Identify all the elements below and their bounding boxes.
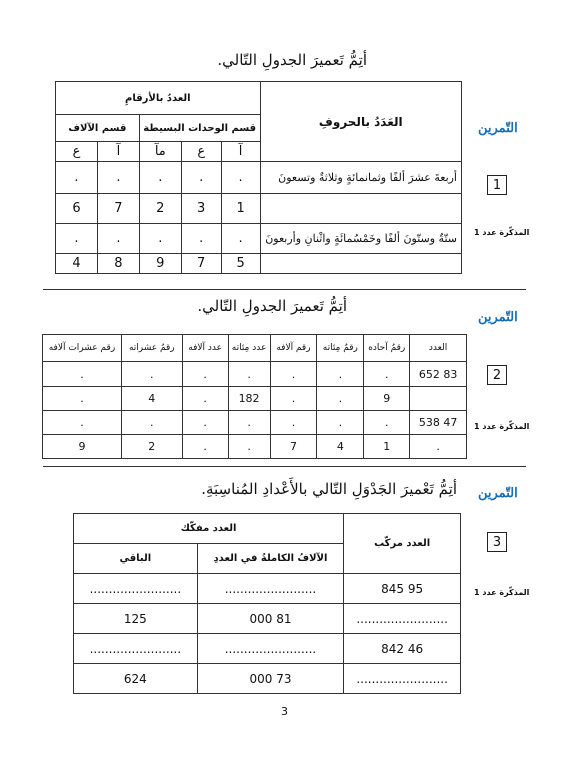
- cell-digit: 5: [221, 254, 260, 274]
- table-cell: .: [182, 435, 228, 459]
- table-cell: .: [43, 362, 122, 387]
- header-complete-thousands: الآلافُ الكاملةُ في العددِ: [197, 544, 344, 574]
- table-cell: 9: [43, 435, 122, 459]
- table-cell: .: [270, 387, 317, 411]
- cell-digit: .: [97, 162, 139, 194]
- exercise-3-table: [73, 513, 461, 694]
- cell-digit: .: [221, 224, 260, 254]
- table-cell: 95 845: [344, 574, 461, 604]
- cell-digit: .: [139, 224, 181, 254]
- table-cell: .: [364, 362, 410, 387]
- cell-words: ستّةٌ وستّونَ ألفًا وخَمْسُمائَةٍ واثْنانِ وأربعونَ: [260, 224, 461, 254]
- sub-header-thousand-units: آ: [97, 142, 139, 162]
- table-cell: 47 538: [410, 411, 467, 435]
- table-cell: .: [270, 411, 317, 435]
- table-row: [43, 362, 467, 387]
- exercise-2-memo: المذكّرة عدد 1: [474, 422, 530, 431]
- cell-words: أربعةَ عشرَ ألفًا وثمانمائةٍ وثلاثةٌ وتسعونَ: [260, 162, 461, 194]
- table-cell: 624: [74, 664, 198, 694]
- table-cell: 2: [121, 435, 182, 459]
- cell-digit: 6: [56, 194, 98, 224]
- table-row: [74, 664, 461, 694]
- table-cell: .: [182, 411, 228, 435]
- cell-digit: .: [56, 162, 98, 194]
- table-row: [43, 411, 467, 435]
- table-cell: .: [270, 362, 317, 387]
- table-row: [74, 634, 461, 664]
- table-row: [56, 224, 462, 254]
- table-cell: 81 000: [197, 604, 344, 634]
- header-remainder: الباقي: [74, 544, 198, 574]
- exercise-3-label: التّمرين: [478, 486, 518, 501]
- header-thousands-digit: رقم آلافه: [270, 335, 317, 362]
- exercise-2-table: [42, 334, 467, 459]
- table-row: [56, 194, 462, 224]
- cell-digit: .: [139, 162, 181, 194]
- sub-header-hundreds: مآ: [139, 142, 181, 162]
- header-number: العدد: [410, 335, 467, 362]
- cell-digit: .: [221, 162, 260, 194]
- exercise-3-number: 3: [487, 532, 507, 552]
- table-cell: .: [364, 411, 410, 435]
- table-cell: 1: [364, 435, 410, 459]
- cell-digit: 9: [139, 254, 181, 274]
- exercise-1-number: 1: [487, 175, 507, 195]
- table-cell: .: [182, 387, 228, 411]
- cell-digit: 1: [221, 194, 260, 224]
- table-cell: .: [182, 362, 228, 387]
- table-row: [56, 254, 462, 274]
- exercise-2-label: التّمرين: [478, 310, 518, 325]
- header-thousands-class: قسم الآلاف: [56, 115, 140, 142]
- exercise-1-label: التّمرين: [478, 121, 518, 136]
- cell-digit: 7: [97, 194, 139, 224]
- cell-digit: 4: [56, 254, 98, 274]
- header-hundreds-digit: رقمُ مِئاته: [317, 335, 364, 362]
- header-decomposed-number: العدد مفكّك: [74, 514, 344, 544]
- header-composed-number: العدد مركّب: [344, 514, 461, 574]
- exercise-3-memo: المذكّرة عدد 1: [474, 588, 530, 597]
- exercise-2-number: 2: [487, 365, 507, 385]
- table-cell: 83 652: [410, 362, 467, 387]
- table-cell: .: [317, 387, 364, 411]
- table-cell: .: [43, 387, 122, 411]
- exercise-2-title: أتِمُّ تَعميرَ الجدولِ التّالي.: [197, 297, 347, 315]
- exercise-1-table: [55, 81, 462, 274]
- cell-digit: .: [181, 162, 221, 194]
- table-row: [74, 574, 461, 604]
- table-cell: 9: [364, 387, 410, 411]
- page-number: 3: [281, 705, 288, 718]
- cell-digit: 3: [181, 194, 221, 224]
- table-cell: 7: [270, 435, 317, 459]
- sub-header-units: آ: [221, 142, 260, 162]
- table-cell: 73 000: [197, 664, 344, 694]
- cell-digit: 2: [139, 194, 181, 224]
- table-cell: .: [43, 411, 122, 435]
- table-cell: .: [228, 435, 270, 459]
- cell-digit: .: [97, 224, 139, 254]
- exercise-1-title: أتِمُّ تَعميرَ الجدولِ التّالي.: [217, 51, 367, 69]
- table-cell: ........................: [197, 574, 344, 604]
- header-tens-digit: رقمُ عشراته: [121, 335, 182, 362]
- table-cell: ........................: [74, 574, 198, 604]
- cell-words: [260, 194, 461, 224]
- table-cell: 125: [74, 604, 198, 634]
- header-number-of-thousands: عدد آلافه: [182, 335, 228, 362]
- sub-header-thousand-tens: ع: [56, 142, 98, 162]
- table-cell: .: [121, 362, 182, 387]
- table-cell: .: [410, 435, 467, 459]
- header-number-in-digits: العددُ بالأرقامِ: [56, 82, 261, 115]
- table-cell: 182: [228, 387, 270, 411]
- table-cell: .: [228, 362, 270, 387]
- cell-digit: .: [181, 224, 221, 254]
- section-divider: [43, 289, 526, 290]
- table-cell: .: [228, 411, 270, 435]
- table-cell: .: [317, 362, 364, 387]
- cell-digit: 7: [181, 254, 221, 274]
- table-row: [43, 435, 467, 459]
- cell-digit: 8: [97, 254, 139, 274]
- cell-words: [260, 254, 461, 274]
- section-divider: [43, 466, 526, 467]
- table-cell: .: [317, 411, 364, 435]
- table-row: [74, 604, 461, 634]
- table-row: [56, 162, 462, 194]
- table-cell: [410, 387, 467, 411]
- table-cell: 4: [317, 435, 364, 459]
- sub-header-tens: ع: [181, 142, 221, 162]
- cell-digit: .: [56, 224, 98, 254]
- header-ten-thousands-digit: رقم عشرات آلافه: [43, 335, 122, 362]
- table-cell: .: [121, 411, 182, 435]
- table-cell: ........................: [197, 634, 344, 664]
- header-number-of-hundreds: عدد مِئاته: [228, 335, 270, 362]
- header-units-digit: رقمُ آحاده: [364, 335, 410, 362]
- header-number-in-words: العَدَدُ بالحروفِ: [260, 82, 461, 162]
- exercise-3-title: أتِمُّ تَعْميرَ الجَدْوَلِ التّالي بالأَعْدادِ المُناسِبَةِ.: [201, 480, 457, 498]
- table-cell: ........................: [344, 604, 461, 634]
- table-cell: ........................: [74, 634, 198, 664]
- header-units-class: قسم الوحدات البسيطة: [139, 115, 260, 142]
- table-cell: 4: [121, 387, 182, 411]
- exercise-1-memo: المذكّرة عدد 1: [474, 228, 530, 237]
- table-cell: ........................: [344, 664, 461, 694]
- table-row: [43, 387, 467, 411]
- table-cell: 46 842: [344, 634, 461, 664]
